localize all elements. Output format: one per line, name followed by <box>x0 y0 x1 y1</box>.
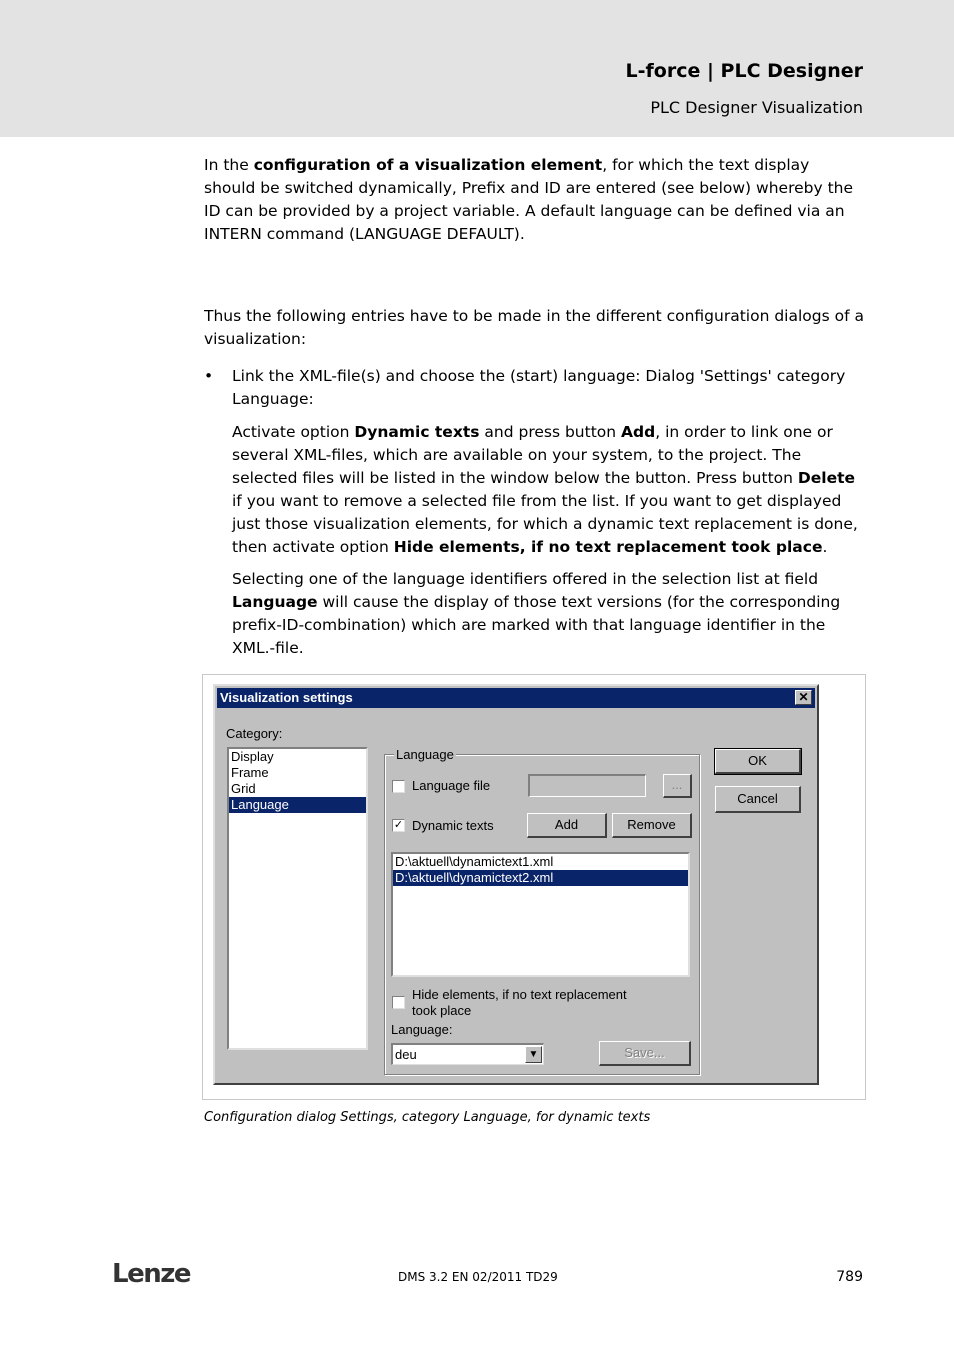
hide-elements-label-line2: took place <box>412 1003 472 1018</box>
bold-term: Add <box>621 423 656 441</box>
instruction-dynamic-texts <box>232 421 864 559</box>
figure-caption: Configuration dialog Settings, category Language, for dynamic texts <box>204 1110 651 1125</box>
language-file-label: Language file <box>412 778 491 793</box>
entries-paragraph <box>204 305 864 351</box>
text-run: Thus the following entries have to be made in the different configuration dialogs of a visualization: <box>204 307 864 348</box>
lenze-logo: Lenze <box>112 1259 190 1289</box>
text-run: will cause the display of those text versions (for the corresponding prefix-ID-combination) which are marked with that language identifier in the XML.-file. <box>232 593 841 657</box>
text-run: Selecting one of the language identifiers offered in the selection list at field <box>232 570 819 588</box>
category-list-item[interactable]: Display <box>231 749 274 764</box>
dynamic-texts-label: Dynamic texts <box>412 818 494 833</box>
instruction-language-select <box>232 568 864 660</box>
bold-term: Language <box>232 593 318 611</box>
language-group-label: Language <box>396 747 454 762</box>
cancel-button[interactable]: Cancel <box>715 786 801 813</box>
visualization-settings-dialog <box>213 684 819 1085</box>
text-run: and press button <box>479 423 622 441</box>
hide-elements-label-line1: Hide elements, if no text replacement <box>412 987 627 1002</box>
xml-file-list-item[interactable]: D:\aktuell\dynamictext1.xml <box>395 854 554 869</box>
category-list-item[interactable]: Frame <box>231 765 269 780</box>
header-subtitle: PLC Designer Visualization <box>650 98 863 117</box>
category-label: Category: <box>226 726 283 741</box>
text-run: . <box>822 538 828 556</box>
remove-button[interactable]: Remove <box>612 813 692 838</box>
language-file-field[interactable] <box>528 774 646 797</box>
footer-document-id: DMS 3.2 EN 02/2011 TD29 <box>398 1270 558 1284</box>
browse-button[interactable]: ... <box>663 774 692 798</box>
header-title: L-force | PLC Designer <box>625 60 863 82</box>
bold-term: Delete <box>797 469 856 487</box>
bold-term: configuration of a visualization element <box>253 156 603 174</box>
close-icon[interactable]: ✕ <box>795 690 812 705</box>
category-list[interactable] <box>227 747 368 1050</box>
save-button[interactable]: Save... <box>599 1041 691 1066</box>
text-run: Activate option <box>232 423 355 441</box>
text-run: , in order to link one or several XML-files, which are available on your system, to the project. The selected files will be listed in the window below the button. Press button <box>232 423 833 487</box>
page-number: 789 <box>836 1269 863 1285</box>
bullet-item-link-xml <box>232 365 862 411</box>
chevron-down-icon[interactable]: ▼ <box>525 1046 542 1063</box>
language-select-value: deu <box>395 1047 417 1062</box>
text-run: In the <box>204 156 254 174</box>
bold-term: Dynamic texts <box>354 423 480 441</box>
language-select[interactable] <box>391 1043 544 1065</box>
hide-elements-checkbox[interactable] <box>392 996 405 1009</box>
text-run: Link the XML-file(s) and choose the (start) language: Dialog 'Settings' category Language: <box>232 367 846 408</box>
bold-term: Hide elements, if no text replacement took place <box>393 538 823 556</box>
xml-file-list[interactable] <box>391 852 690 977</box>
ok-button[interactable]: OK <box>715 749 801 774</box>
dynamic-texts-checkbox[interactable]: ✓ <box>393 819 404 831</box>
add-button[interactable]: Add <box>527 813 607 838</box>
dialog-titlebar[interactable] <box>217 688 815 708</box>
language-file-checkbox[interactable] <box>392 780 405 793</box>
text-run: , for which the text display should be switched dynamically, Prefix and ID are entered (see below) whereby the ID can be provided by a project variable. A default language can be defined via an INTERN command (LANGUAGE DEFAULT). <box>204 156 854 243</box>
xml-file-list-item[interactable]: D:\aktuell\dynamictext2.xml <box>393 870 688 886</box>
dialog-title: Visualization settings <box>220 690 353 705</box>
language-select-label: Language: <box>391 1022 453 1037</box>
bullet-marker: • <box>204 367 214 385</box>
text-run: if you want to remove a selected file from the list. If you want to get displayed just those visualization elements, for which a dynamic text replacement is done, then activate option <box>232 492 858 556</box>
category-list-item[interactable]: Grid <box>231 781 256 796</box>
category-list-item[interactable]: Language <box>229 797 366 813</box>
intro-paragraph <box>204 154 864 246</box>
